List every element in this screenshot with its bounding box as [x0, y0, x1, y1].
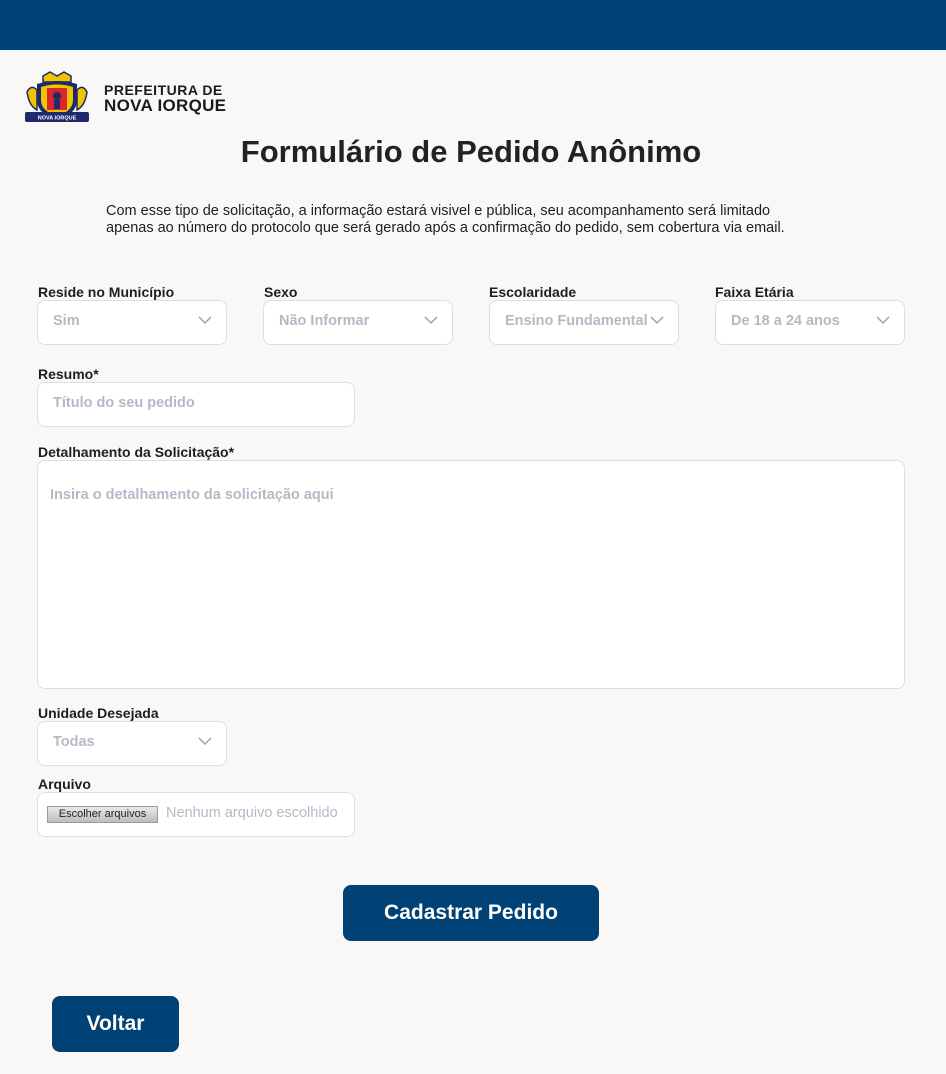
sexo-label: Sexo — [264, 284, 298, 300]
reside-value: Sim — [53, 313, 80, 329]
resumo-placeholder: Título do seu pedido — [53, 395, 195, 411]
chevron-down-icon — [876, 315, 890, 325]
resumo-label: Resumo* — [38, 366, 99, 382]
unidade-value: Todas — [53, 734, 95, 750]
logo[interactable] — [23, 70, 226, 126]
submit-button[interactable]: Cadastrar Pedido — [343, 885, 599, 941]
escolaridade-label: Escolaridade — [489, 284, 577, 300]
reside-label: Reside no Município — [38, 284, 175, 300]
sexo-select[interactable] — [263, 300, 453, 345]
resumo-input[interactable] — [37, 382, 355, 427]
seal-text: NOVA IORQUE — [37, 115, 77, 122]
intro-line-2: apenas ao número do protocolo que será gerado após a confirmação do pedido, sem cobertura via email. — [106, 220, 785, 236]
choose-files-button[interactable]: Escolher arquivos — [47, 806, 158, 823]
detalhamento-textarea[interactable] — [37, 460, 905, 689]
faixa-value: De 18 a 24 anos — [731, 313, 840, 329]
top-bar — [0, 0, 946, 50]
page-title: Formulário de Pedido Anônimo — [240, 134, 702, 169]
logo-text — [104, 82, 226, 114]
chevron-down-icon — [424, 315, 438, 325]
file-status: Nenhum arquivo escolhido — [166, 805, 338, 821]
intro-text — [106, 203, 836, 237]
arquivo-label: Arquivo — [38, 776, 91, 792]
detalhamento-label: Detalhamento da Solicitação* — [38, 444, 235, 460]
escolaridade-value: Ensino Fundamental — [505, 313, 648, 329]
back-button[interactable]: Voltar — [52, 996, 179, 1052]
intro-line-1: Com esse tipo de solicitação, a informação estará visivel e pública, seu acompanhamento será limitado — [106, 203, 771, 219]
reside-select[interactable] — [37, 300, 227, 345]
unidade-select[interactable] — [37, 721, 227, 766]
file-input[interactable] — [37, 792, 355, 837]
detalhamento-placeholder: Insira o detalhamento da solicitação aqui — [50, 487, 334, 503]
chevron-down-icon — [650, 315, 664, 325]
chevron-down-icon — [198, 315, 212, 325]
unidade-label: Unidade Desejada — [38, 705, 159, 721]
chevron-down-icon — [198, 736, 212, 746]
faixa-label: Faixa Etária — [715, 284, 794, 300]
sexo-value: Não Informar — [279, 313, 370, 329]
faixa-select[interactable] — [715, 300, 905, 345]
escolaridade-select[interactable] — [489, 300, 679, 345]
logo-line-1: PREFEITURA DE — [104, 82, 223, 98]
logo-line-2: NOVA IORQUE — [104, 96, 227, 115]
city-seal-icon — [23, 70, 91, 126]
